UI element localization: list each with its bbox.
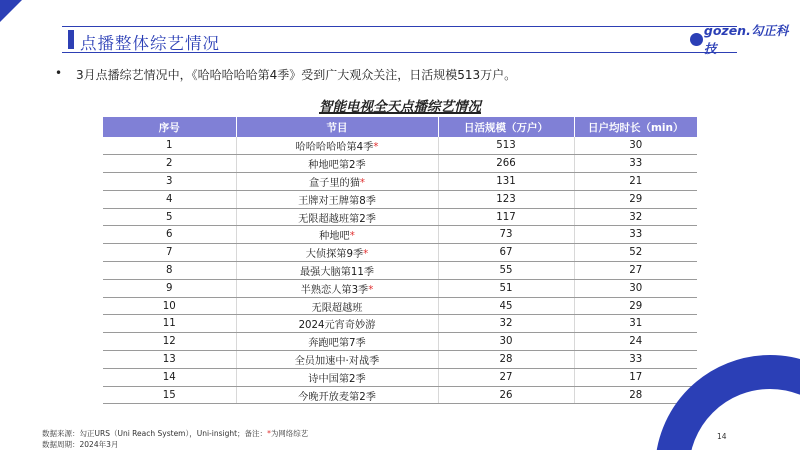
table-row: [103, 297, 697, 315]
cell-rank: 4: [103, 190, 236, 208]
cell-program: 半熟恋人第3季*: [236, 279, 438, 297]
cell-program: 最强大脑第11季: [236, 262, 438, 280]
cell-dau: 266: [438, 155, 574, 173]
cell-rank: 3: [103, 173, 236, 191]
corner-decoration: [0, 0, 22, 22]
cell-rank: 2: [103, 155, 236, 173]
cell-program: 全员加速中·对战季: [236, 351, 438, 369]
table-row: [103, 279, 697, 297]
cell-rank: 14: [103, 368, 236, 386]
cell-program: 无限超越班第2季: [236, 208, 438, 226]
cell-minutes: 24: [574, 333, 697, 351]
cell-dau: 55: [438, 262, 574, 280]
page-number: 14: [717, 432, 727, 441]
cell-dau: 30: [438, 333, 574, 351]
page-title: 点播整体综艺情况: [80, 34, 220, 53]
cell-minutes: 52: [574, 244, 697, 262]
cell-rank: 13: [103, 351, 236, 369]
network-variety-star: *: [349, 231, 355, 243]
table-row: [103, 244, 697, 262]
table-row: [103, 173, 697, 191]
cell-dau: 513: [438, 137, 574, 155]
cell-minutes: 31: [574, 315, 697, 333]
summary-text: 3月点播综艺情况中，《哈哈哈哈哈第4季》受到广大观众关注，日活规模513万户。: [76, 68, 517, 82]
cell-dau: 32: [438, 315, 574, 333]
cell-minutes: 33: [574, 351, 697, 369]
network-variety-star: *: [363, 249, 369, 261]
cell-rank: 12: [103, 333, 236, 351]
cell-minutes: 21: [574, 173, 697, 191]
cell-rank: 11: [103, 315, 236, 333]
cell-minutes: 27: [574, 262, 697, 280]
column-header-minutes: 日户均时长（min）: [574, 117, 697, 137]
cell-program: 2024元宵奇妙游: [236, 315, 438, 333]
ranking-table: [103, 117, 697, 404]
cell-dau: 131: [438, 173, 574, 191]
cell-rank: 9: [103, 279, 236, 297]
cell-rank: 5: [103, 208, 236, 226]
cell-dau: 45: [438, 297, 574, 315]
cell-program: 无限超越班: [236, 297, 438, 315]
cell-rank: 15: [103, 386, 236, 404]
cell-program: 种地吧*: [236, 226, 438, 244]
cell-dau: 73: [438, 226, 574, 244]
network-variety-star: *: [359, 177, 366, 189]
cell-program: 种地吧第2季: [236, 155, 438, 173]
cell-rank: 10: [103, 297, 236, 315]
cell-minutes: 30: [574, 279, 697, 297]
table-row: [103, 155, 697, 173]
cell-minutes: 30: [574, 137, 697, 155]
cell-dau: 67: [438, 244, 574, 262]
cell-rank: 6: [103, 226, 236, 244]
cell-rank: 7: [103, 244, 236, 262]
column-header-program: 节目: [236, 117, 438, 137]
cell-minutes: 28: [574, 386, 697, 404]
source-note: 数据来源：勾正URS（Uni Reach System），Uni-insight；备注：*为网络综艺: [42, 429, 309, 438]
table-row: [103, 315, 697, 333]
title-accent-mark: [68, 30, 74, 49]
cell-dau: 28: [438, 351, 574, 369]
period-note: 数据周期：2024年3月: [42, 440, 119, 449]
table-header-row: [103, 117, 697, 137]
table-row: [103, 226, 697, 244]
cell-program: 奔跑吧第7季: [236, 333, 438, 351]
cell-minutes: 33: [574, 226, 697, 244]
cell-dau: 27: [438, 368, 574, 386]
table-row: [103, 208, 697, 226]
cell-minutes: 29: [574, 190, 697, 208]
logo-badge-icon: [690, 33, 703, 46]
cell-minutes: 29: [574, 297, 697, 315]
column-header-dau: 日活规模（万户）: [438, 117, 574, 137]
table-row: [103, 368, 697, 386]
cell-program: 今晚开放麦第2季: [236, 386, 438, 404]
table-row: [103, 262, 697, 280]
cell-program: 王牌对王牌第8季: [236, 190, 438, 208]
table-title: 智能电视全天点播综艺情况: [319, 99, 481, 115]
cell-program: 大侦探第9季*: [236, 244, 438, 262]
cell-dau: 51: [438, 279, 574, 297]
cell-dau: 123: [438, 190, 574, 208]
cell-minutes: 32: [574, 208, 697, 226]
brand-logo: [690, 23, 800, 56]
table-row: [103, 137, 697, 155]
cell-dau: 26: [438, 386, 574, 404]
table-row: [103, 190, 697, 208]
cell-program: 哈哈哈哈哈第4季*: [236, 137, 438, 155]
cell-program: 诗中国第2季: [236, 368, 438, 386]
cell-rank: 1: [103, 137, 236, 155]
cell-minutes: 33: [574, 155, 697, 173]
cell-minutes: 17: [574, 368, 697, 386]
table-row: [103, 333, 697, 351]
cell-program: 盒子里的猫*: [236, 173, 438, 191]
table-row: [103, 386, 697, 404]
column-header-rank: 序号: [103, 117, 236, 137]
network-variety-star: *: [373, 142, 379, 154]
logo-text: gozen.勾正科技: [703, 23, 789, 56]
cell-dau: 117: [438, 208, 574, 226]
table-row: [103, 351, 697, 369]
bullet-marker: •: [55, 66, 63, 80]
cell-rank: 8: [103, 262, 236, 280]
network-variety-star: *: [368, 284, 374, 296]
